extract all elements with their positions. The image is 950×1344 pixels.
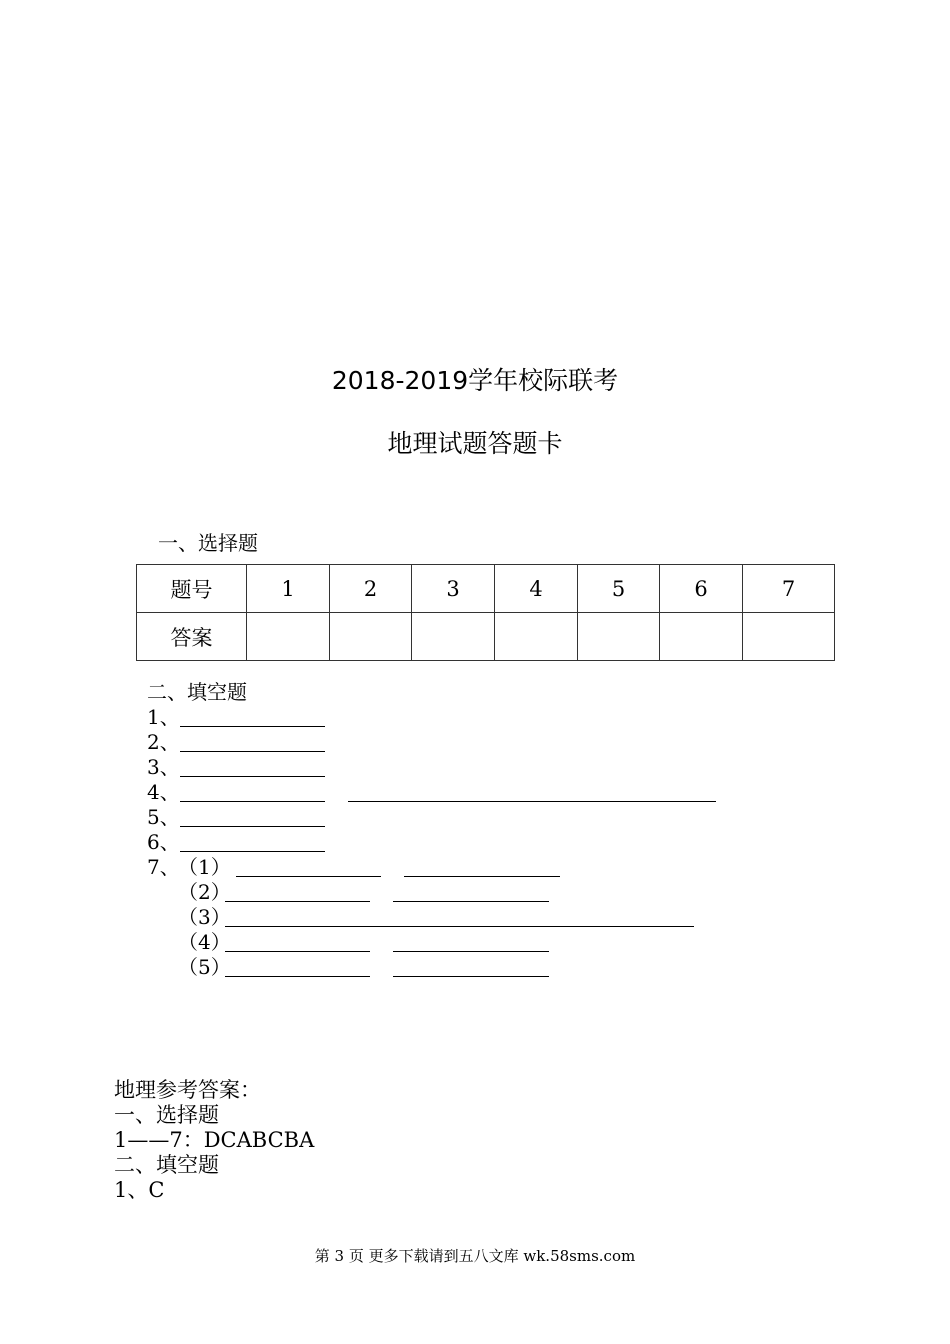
question-number-cell: 5 [578,565,660,613]
fill-sub-item-label: （1） [178,855,231,879]
answers-section1-value: 1——7：DCABCBA [114,1128,315,1152]
fill-blank[interactable] [404,876,560,877]
fill-blank[interactable] [225,976,370,977]
answer-cell[interactable] [412,613,495,661]
fill-blank[interactable] [180,826,325,827]
fill-blank[interactable] [180,751,325,752]
row-label-answer: 答案 [137,613,247,661]
fill-blank[interactable] [180,776,325,777]
exam-title: 2018-2019学年校际联考 [331,366,619,395]
fill-blank[interactable] [225,926,694,927]
answer-cell[interactable] [247,613,330,661]
answer-cell[interactable] [495,613,578,661]
answer-cell[interactable] [660,613,743,661]
fill-blank[interactable] [180,851,325,852]
answers-section2-heading: 二、填空题 [114,1153,219,1177]
answers-section2-value: 1、C [114,1178,165,1202]
fill-sub-item-label: （5） [178,955,231,979]
section2-heading: 二、填空题 [147,680,247,704]
fill-blank[interactable] [180,726,325,727]
fill-item-label: 2、 [147,730,180,754]
question-number-cell: 6 [660,565,743,613]
question-number-cell: 3 [412,565,495,613]
fill-blank[interactable] [180,801,325,802]
question-number-cell: 2 [330,565,412,613]
fill-item-label: 3、 [147,755,180,779]
answer-grid [136,564,835,661]
fill-item-label: 7、 [147,855,180,879]
fill-sub-item-label: （3） [178,905,231,929]
answer-cell[interactable] [578,613,660,661]
fill-blank[interactable] [393,976,549,977]
fill-item-label: 4、 [147,780,180,804]
fill-blank[interactable] [348,801,716,802]
fill-item-label: 1、 [147,705,180,729]
fill-blank[interactable] [393,901,549,902]
answers-heading: 地理参考答案： [114,1078,261,1102]
fill-blank[interactable] [225,901,370,902]
answer-cell[interactable] [743,613,835,661]
answers-section1-heading: 一、选择题 [114,1103,219,1127]
row-label-question-number: 题号 [137,565,247,613]
question-number-cell: 1 [247,565,330,613]
table-row [137,613,835,661]
fill-item-label: 6、 [147,830,180,854]
question-number-cell: 7 [743,565,835,613]
answer-cell[interactable] [330,613,412,661]
fill-blank[interactable] [236,876,381,877]
fill-item-label: 5、 [147,805,180,829]
fill-blank[interactable] [393,951,549,952]
fill-sub-item-label: （4） [178,930,231,954]
section1-heading: 一、选择题 [158,531,258,555]
answer-sheet-title: 地理试题答题卡 [387,429,563,458]
page-footer: 第 3 页 更多下载请到五八文库 wk.58sms.com [314,1247,636,1265]
fill-sub-item-label: （2） [178,880,231,904]
fill-blank[interactable] [225,951,370,952]
table-row [137,565,835,613]
question-number-cell: 4 [495,565,578,613]
